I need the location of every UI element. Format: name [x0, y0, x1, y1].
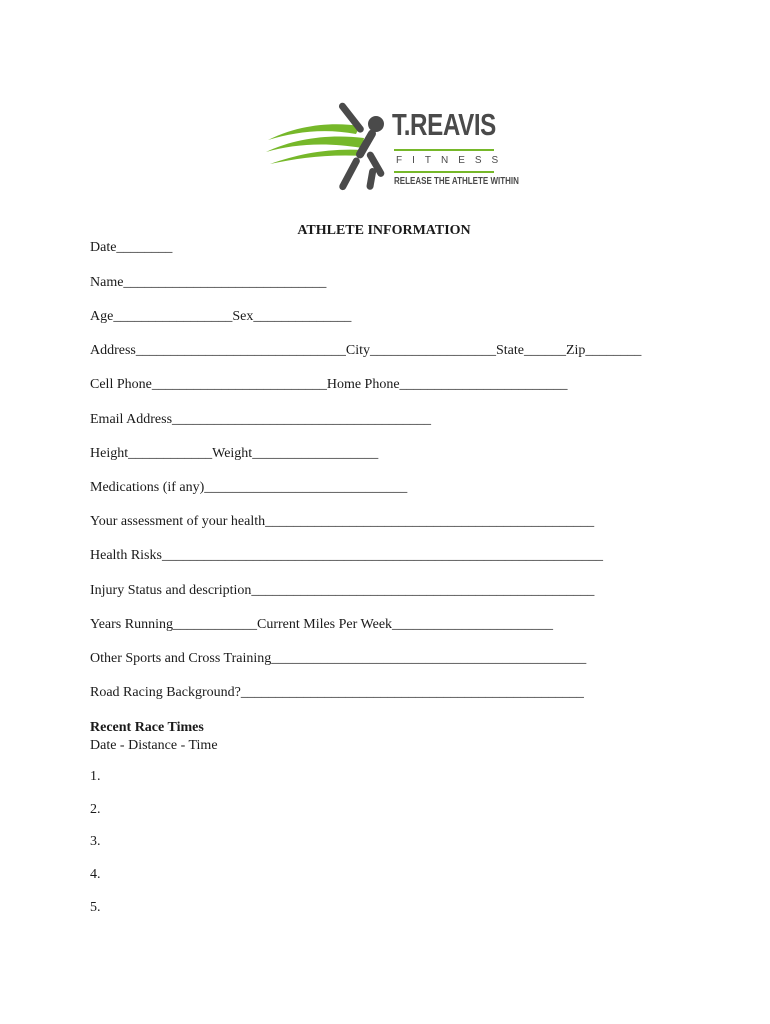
logo-name: T.REAVIS — [392, 107, 496, 142]
health-assessment-field[interactable]: Your assessment of your health_______________________________________________ — [90, 514, 595, 529]
race-entry-4[interactable]: 4. — [90, 867, 101, 882]
race-entry-2[interactable]: 2. — [90, 802, 101, 817]
health-risks-field[interactable]: Health Risks_______________________________________________________________ — [90, 548, 603, 563]
race-entry-3[interactable]: 3. — [90, 834, 101, 849]
date-field[interactable]: Date________ — [90, 240, 173, 255]
age-sex-field[interactable]: Age_________________Sex______________ — [90, 309, 352, 324]
medications-field[interactable]: Medications (if any)_____________________________ — [90, 480, 408, 495]
logo-rule-top — [394, 149, 494, 151]
logo-tagline: RELEASE THE ATHLETE WITHIN — [394, 176, 519, 187]
logo-rule-bottom — [394, 171, 494, 173]
race-entry-5[interactable]: 5. — [90, 900, 101, 915]
phone-field[interactable]: Cell Phone_________________________Home Phone________________________ — [90, 377, 568, 392]
email-field[interactable]: Email Address_____________________________________ — [90, 412, 432, 427]
running-field[interactable]: Years Running____________Current Miles Per Week_______________________ — [90, 617, 554, 632]
logo-subtitle: FITNESS — [396, 155, 509, 166]
road-racing-field[interactable]: Road Racing Background?_________________________________________________ — [90, 685, 584, 700]
name-field[interactable]: Name_____________________________ — [90, 275, 327, 290]
height-weight-field[interactable]: Height____________Weight__________________ — [90, 446, 379, 461]
recent-races-subheading: Date - Distance - Time — [90, 738, 218, 753]
recent-races-heading: Recent Race Times — [90, 720, 204, 735]
form-title — [0, 223, 770, 239]
form-title-text: ATHLETE INFORMATION — [297, 223, 471, 238]
race-entry-1[interactable]: 1. — [90, 769, 101, 784]
address-field[interactable]: Address______________________________City__________________State______Zip________ — [90, 343, 642, 358]
other-sports-field[interactable]: Other Sports and Cross Training_____________________________________________ — [90, 651, 587, 666]
injury-field[interactable]: Injury Status and description_________________________________________________ — [90, 583, 595, 598]
